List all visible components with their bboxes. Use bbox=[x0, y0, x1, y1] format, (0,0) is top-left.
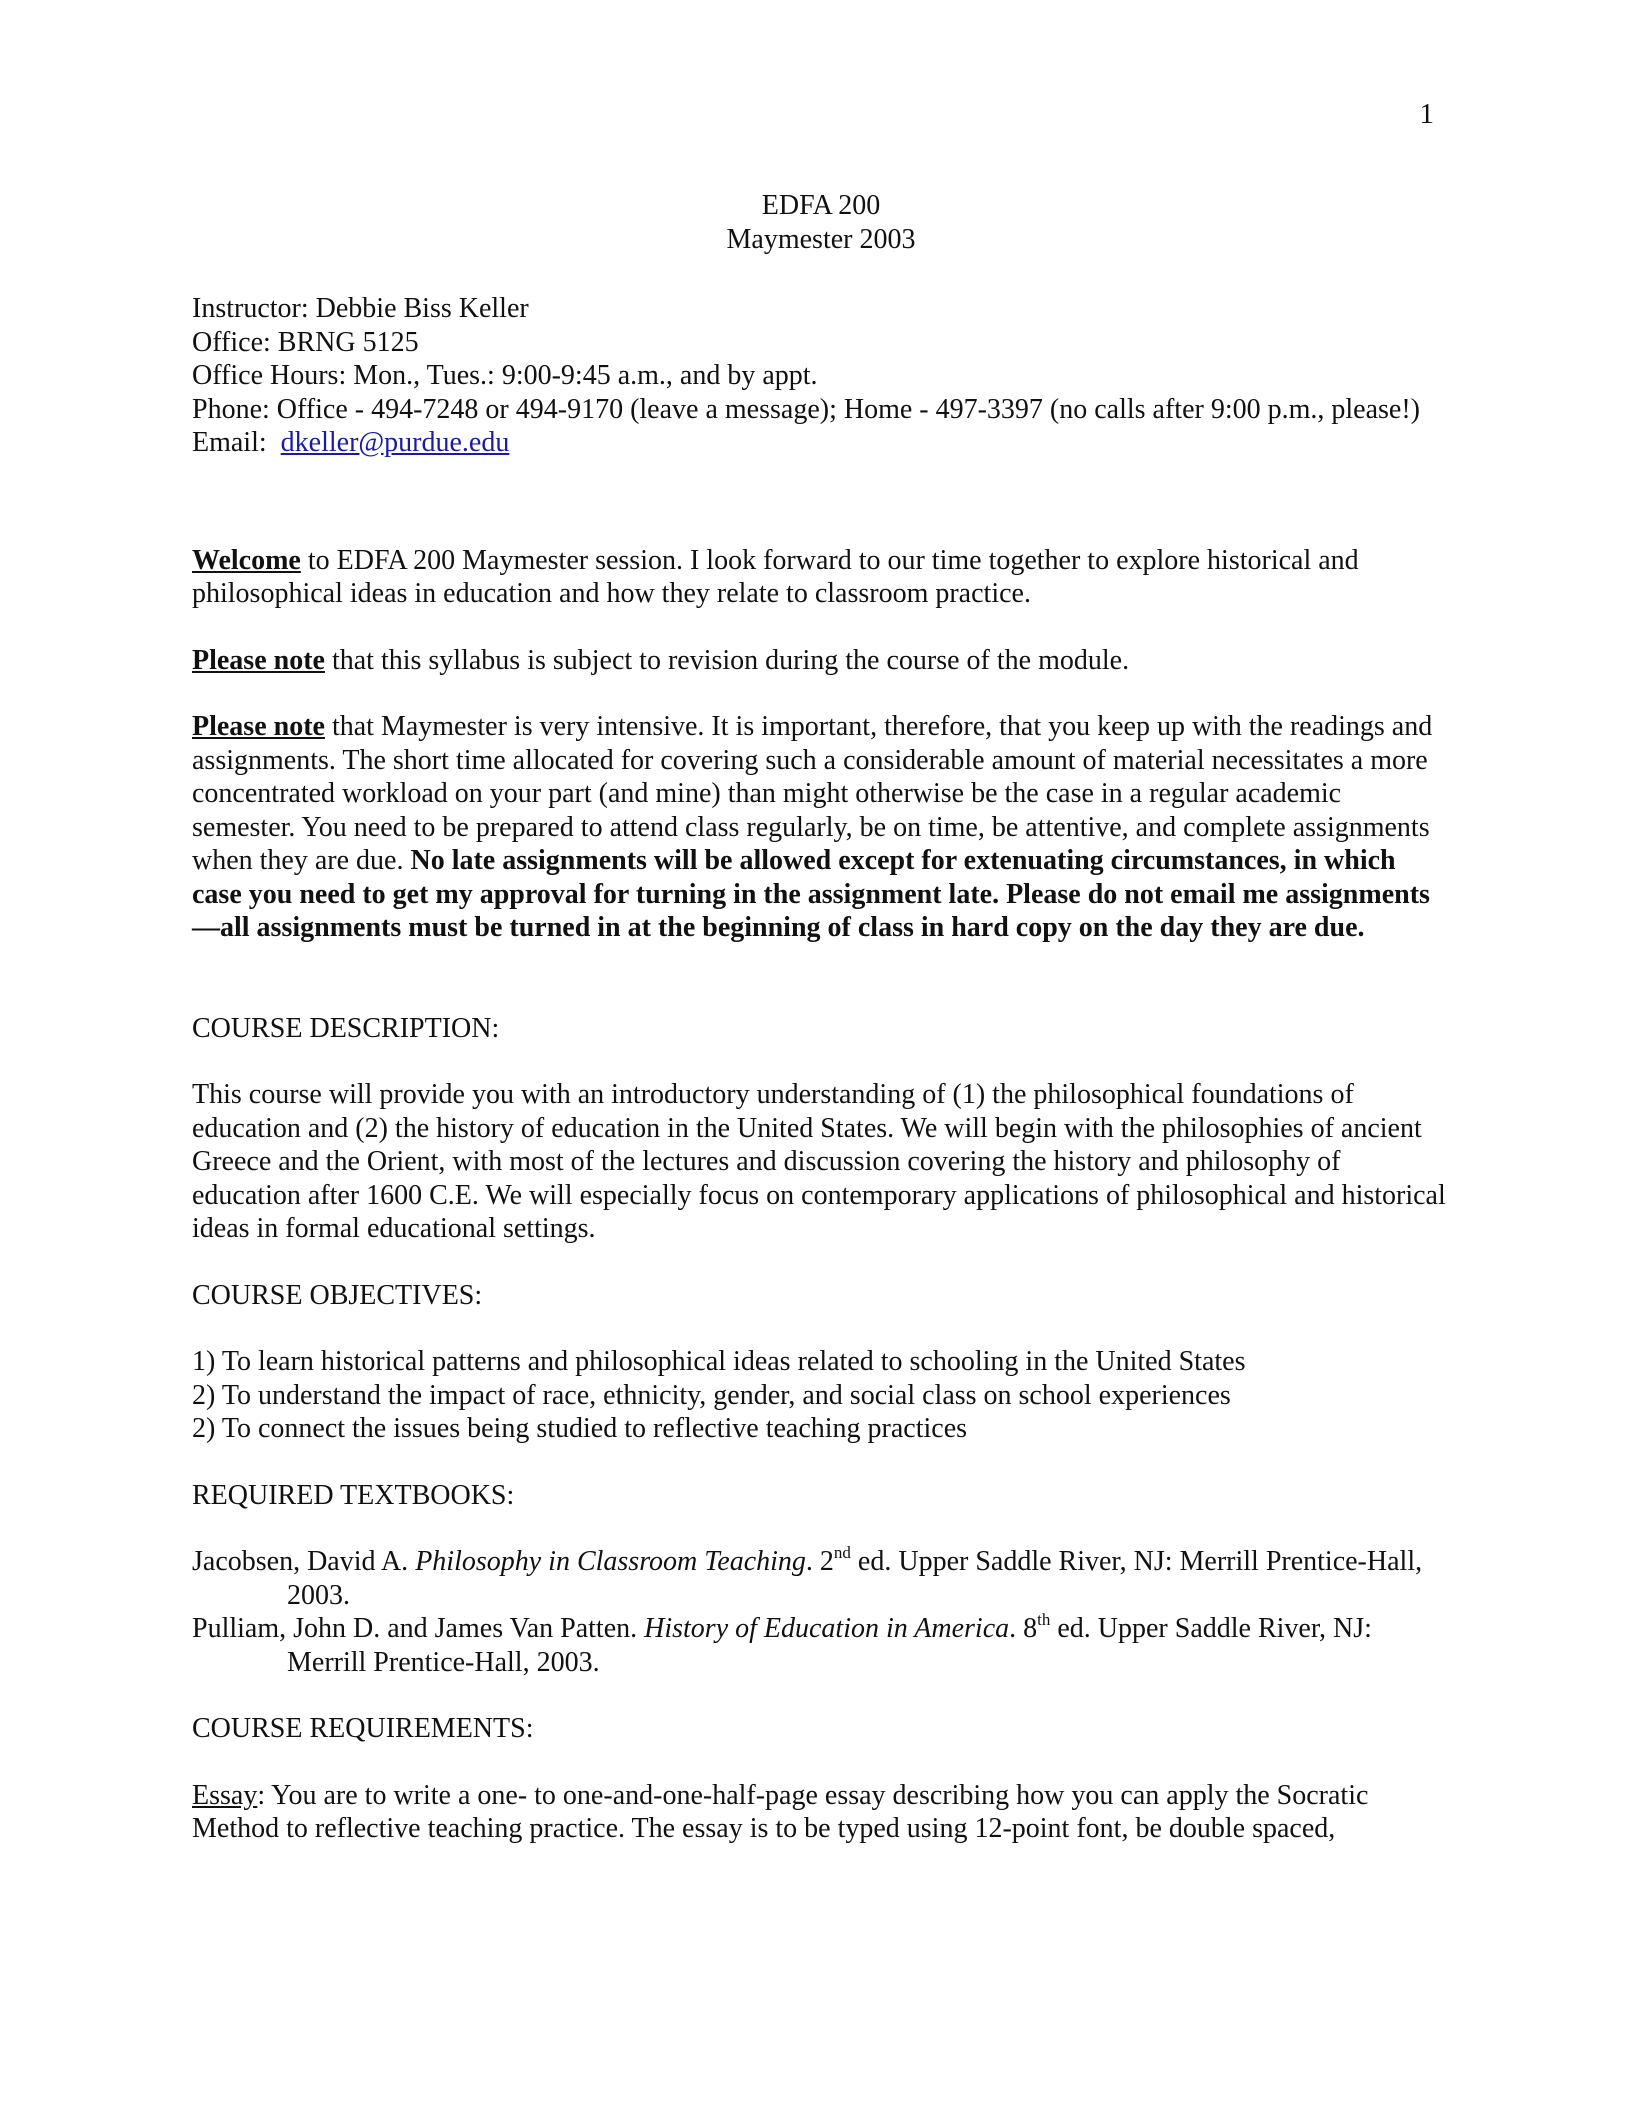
email-label: Email: bbox=[192, 427, 267, 458]
instructor-line: Instructor: Debbie Biss Keller bbox=[192, 293, 529, 324]
email-line bbox=[192, 426, 1450, 460]
office-line: Office: BRNG 5125 bbox=[192, 326, 419, 358]
textbook-edition-suffix: th bbox=[1037, 1609, 1051, 1629]
revision-note-text: that this syllabus is subject to revision during the course of the module. bbox=[324, 644, 1130, 676]
textbook-entry bbox=[192, 1609, 1450, 1679]
course-term: Maymester 2003 bbox=[726, 223, 916, 255]
welcome-paragraph bbox=[192, 544, 1450, 611]
course-code: EDFA 200 bbox=[761, 190, 881, 221]
email-link[interactable]: dkeller@purdue.edu bbox=[280, 427, 510, 458]
textbook-publisher: ed. Upper Saddle River, NJ: Merrill Prentice-Hall, 2003. bbox=[287, 1613, 1372, 1678]
office-hours-line: Office Hours: Mon., Tues.: 9:00-9:45 a.m., and by appt. bbox=[192, 360, 818, 391]
textbook-entry bbox=[192, 1542, 1450, 1612]
textbook-edition-number: . 8 bbox=[1009, 1613, 1038, 1644]
contact-block bbox=[192, 292, 1450, 460]
textbook-title: History of Education in America bbox=[644, 1613, 1010, 1644]
textbook-author: Jacobsen, David A. bbox=[192, 1546, 416, 1577]
course-description-text: This course will provide you with an introductory understanding of (1) the philosophical foundations of education and (2) the history of education in the United States. We will begin with the philosophies of ancient Greece and the Orient, with most of the lectures and discussion covering the history and philosophy of education after 1600 C.E. We will especially focus on contemporary applications of philosophical and historical ideas in formal educational settings. bbox=[192, 1079, 1446, 1244]
revision-note-lead: Please note bbox=[192, 644, 325, 676]
textbook-publisher: ed. Upper Saddle River, NJ: Merrill Prentice-Hall, 2003. bbox=[287, 1546, 1423, 1611]
course-description-heading: COURSE DESCRIPTION: bbox=[192, 1012, 500, 1044]
course-requirements-heading: COURSE REQUIREMENTS: bbox=[192, 1713, 534, 1744]
course-objectives-heading: COURSE OBJECTIVES: bbox=[192, 1279, 483, 1311]
textbook-author: Pulliam, John D. and James Van Patten. bbox=[192, 1613, 645, 1644]
essay-paragraph bbox=[192, 1779, 1450, 1846]
revision-note-paragraph bbox=[192, 644, 1450, 678]
late-policy-text: No late assignments will be allowed except for extenuating circumstances, in which case you need to get my approval for turning in the assignment late. Please do not email me assignments—all assignments must be turned in at the beginning of class in hard copy on the day they are due. bbox=[192, 845, 1430, 943]
page-number: 1 bbox=[1419, 98, 1434, 130]
intensive-note-text: that Maymester is very intensive. It is important, therefore, that you keep up with the readings and assignments. The short time allocated for covering such a considerable amount of material necessitates a more concentrated workload on your part (and mine) than might otherwise be the case in a regular academic semester. You need to be prepared to attend class regularly, be on time, be attentive, and complete assignments when they are due. bbox=[192, 711, 1433, 876]
essay-text: : You are to write a one- to one-and-one-half-page essay describing how you can apply the Socratic Method to reflective teaching practice. The essay is to be typed using 12-point font, be double spaced, bbox=[192, 1779, 1369, 1844]
welcome-lead: Welcome bbox=[192, 544, 301, 576]
objective-item: 2) To understand the impact of race, ethnicity, gender, and social class on school experiences bbox=[192, 1379, 1231, 1411]
textbook-title: Philosophy in Classroom Teaching bbox=[415, 1546, 806, 1577]
objectives-list bbox=[192, 1345, 1450, 1446]
objective-item: 1) To learn historical patterns and philosophical ideas related to schooling in the United States bbox=[192, 1346, 1246, 1377]
phone-line: Phone: Office - 494-7248 or 494-9170 (leave a message); Home - 497-3397 (no calls after 9:00 p.m., please!) bbox=[192, 393, 1421, 425]
intensive-note-paragraph bbox=[192, 710, 1450, 945]
essay-lead: Essay bbox=[192, 1779, 258, 1811]
intensive-note-lead: Please note bbox=[192, 711, 325, 742]
required-textbooks-heading: REQUIRED TEXTBOOKS: bbox=[192, 1479, 515, 1511]
welcome-text: to EDFA 200 Maymester session. I look forward to our time together to explore historical and philosophical ideas in education and how they relate to classroom practice. bbox=[192, 544, 1359, 609]
textbooks-list bbox=[192, 1542, 1450, 1679]
textbook-edition-number: . 2 bbox=[805, 1546, 834, 1577]
objective-item: 2) To connect the issues being studied to reflective teaching practices bbox=[192, 1413, 968, 1444]
syllabus-body bbox=[192, 189, 1450, 1846]
textbook-edition-suffix: nd bbox=[833, 1542, 851, 1562]
